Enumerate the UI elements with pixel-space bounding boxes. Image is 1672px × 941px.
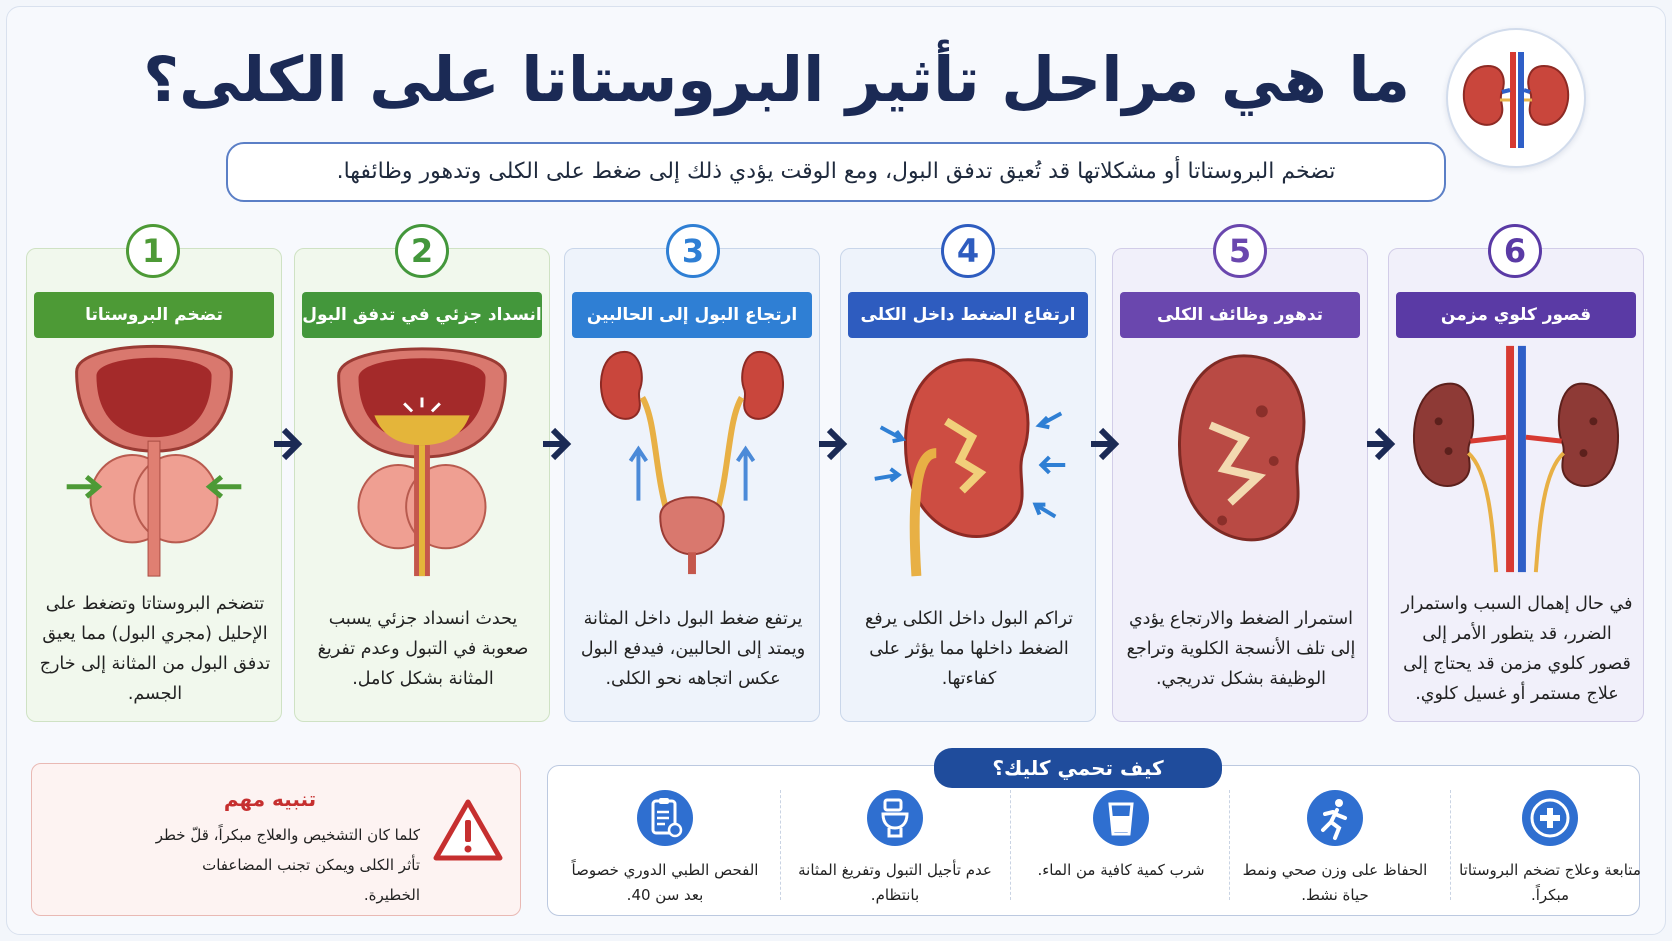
medical-checkup-clipboard-icon [635, 788, 695, 848]
tips-divider [1010, 790, 1011, 900]
stage-3-description: يرتفع ضغط البول داخل المثانة ويمتد إلى الحالبين، فيدفع البول عكس اتجاهه نحو الكلى. [580, 609, 806, 689]
tip-text: الحفاظ على وزن صحي ونمط حياة نشط. [1242, 861, 1428, 904]
arrow-right-icon [1089, 424, 1121, 464]
tip-text: متابعة وعلاج تضخم البروستاتا مبكراً. [1459, 861, 1641, 904]
warning-triangle-icon [432, 798, 504, 864]
stage-1-description: تتضخم البروستاتا وتضغط على الإحليل (مجري البول) مما يعيق تدفق البول من المثانة إلى خارج الجسم. [39, 594, 271, 704]
medical-cross-icon [1520, 788, 1580, 848]
tip-item-water [1016, 788, 1226, 912]
stage-1-title: تضخم البروستاتا [34, 292, 274, 338]
arrow-right-icon [1365, 424, 1397, 464]
warning-text: كلما كان التشخيص والعلاج مبكراً، قلّ خطر تأثر الكلى ويمكن تجنب المضاعفات الخطيرة. [155, 826, 420, 904]
stage-2-number-badge: 2 [395, 224, 449, 278]
stage-5-description: استمرار الضغط والارتجاع يؤدي إلى تلف الأنسجة الكلوية وتراجع الوظيفة بشكل تدريجي. [1126, 609, 1356, 689]
stage-4-title: ارتفاع الضغط داخل الكلى [848, 292, 1088, 338]
warning-title: تنبيه مهم [223, 787, 317, 811]
chronic-failure-illustration [1389, 341, 1643, 577]
intro-subtitle: تضخم البروستاتا أو مشكلاتها قد تُعيق تدفق البول، ومع الوقت يؤدي ذلك إلى ضغط على الكلى وتدهور وظائفها. [226, 142, 1446, 202]
stage-6-number-badge: 6 [1488, 224, 1542, 278]
stage-5-title: تدهور وظائف الكلى [1120, 292, 1360, 338]
kidney-pressure-illustration [841, 341, 1095, 577]
toilet-icon [865, 788, 925, 848]
stage-6-title: قصور كلوي مزمن [1396, 292, 1636, 338]
stage-3-number-badge: 3 [666, 224, 720, 278]
running-person-icon [1305, 788, 1365, 848]
partial-obstruction-illustration [295, 341, 549, 577]
kidneys-icon [1448, 30, 1584, 166]
arrow-right-icon [541, 424, 573, 464]
stage-4-number-badge: 4 [941, 224, 995, 278]
tip-text: شرب كمية كافية من الماء. [1037, 861, 1205, 879]
water-glass-icon [1091, 788, 1151, 848]
tip-item-healthy-weight [1230, 788, 1440, 912]
tip-item-no-delay [790, 788, 1000, 912]
arrow-right-icon [817, 424, 849, 464]
tip-item-early-treatment [1445, 788, 1655, 912]
urine-reflux-illustration [565, 341, 819, 577]
tip-text: عدم تأجيل التبول وتفريغ المثانة بانتظام. [798, 861, 992, 904]
stage-5-number-badge: 5 [1213, 224, 1267, 278]
stage-2-description: يحدث انسداد جزئي يسبب صعوبة في التبول وعدم تفريغ المثانة بشكل كامل. [317, 609, 529, 689]
tips-heading: كيف تحمي كليك؟ [934, 748, 1222, 788]
stage-3-title: ارتجاع البول إلى الحالبين [572, 292, 812, 338]
tips-divider [780, 790, 781, 900]
kidney-damage-illustration [1113, 341, 1367, 577]
arrow-right-icon [272, 424, 304, 464]
page-title: ما هي مراحل تأثير البروستاتا على الكلى؟ [143, 43, 1410, 116]
stage-1-number-badge: 1 [126, 224, 180, 278]
kidneys-logo [1446, 28, 1586, 168]
enlarged-prostate-illustration [27, 341, 281, 577]
stage-2-title: انسداد جزئي في تدفق البول [302, 292, 542, 338]
tip-text: الفحص الطبي الدوري خصوصاً بعد سن 40. [571, 861, 759, 904]
tip-item-checkup [560, 788, 770, 912]
stage-6-description: في حال إهمال السبب واستمرار الضرر، قد يتطور الأمر إلى قصور كلوي مزمن قد يحتاج إلى علاج مستمر أو غسيل كلوي. [1401, 594, 1633, 704]
stage-4-description: تراكم البول داخل الكلى يرفع الضغط داخلها مما يؤثر على كفاءتها. [864, 609, 1074, 689]
